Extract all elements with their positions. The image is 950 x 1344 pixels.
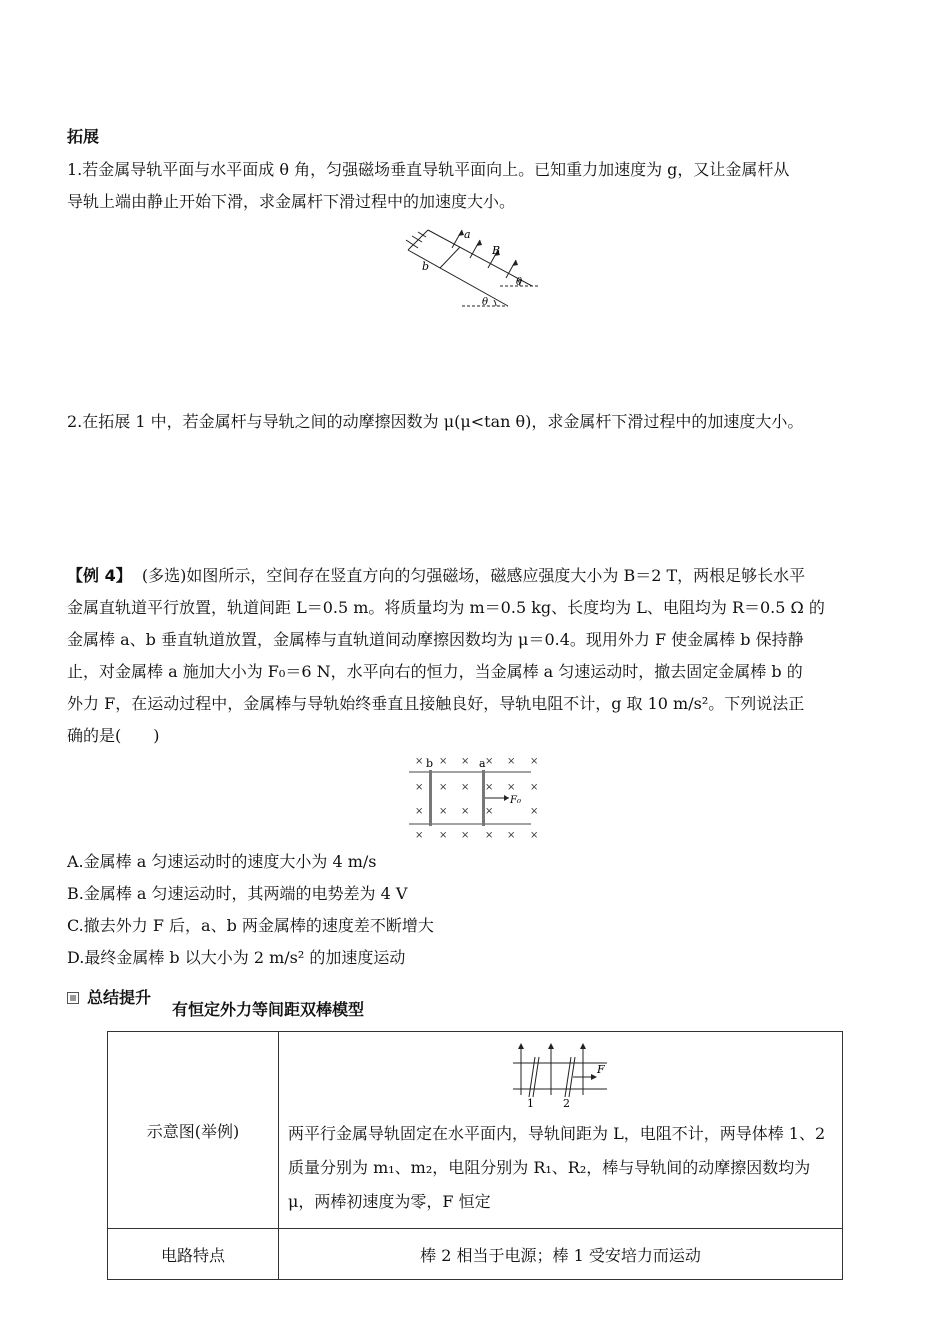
table-row	[108, 1032, 843, 1229]
svg-text:×: ×	[439, 756, 448, 767]
example4-line4: 止，对金属棒 a 施加大小为 F₀＝6 N，水平向右的恒力，当金属棒 a 匀速运动时，撤去固定金属棒 b 的	[67, 662, 803, 681]
svg-text:×: ×	[485, 806, 494, 817]
fig3-label-2: 2	[562, 1097, 570, 1107]
fig2-label-a: a	[479, 757, 486, 770]
svg-text:×: ×	[530, 782, 539, 793]
row1-text: 两平行金属导轨固定在水平面内，导轨间距为 L，电阻不计，两导体棒 1、2 质量分别为 m₁、m₂，电阻分别为 R₁、R₂，棒与导轨间的动摩擦因数均为 μ，两棒初速度为零，F 恒定	[288, 1124, 826, 1211]
summary-heading-row	[67, 982, 151, 1014]
svg-text:×: ×	[461, 782, 470, 793]
double-rod-figure	[511, 1037, 611, 1107]
svg-text:×: ×	[461, 756, 470, 767]
expand-q1-line1: 1.若金属导轨平面与水平面成 θ 角，匀强磁场垂直导轨平面向上。已知重力加速度为 g，又让金属杆从	[67, 160, 790, 179]
svg-text:×: ×	[530, 830, 539, 841]
rod-b	[429, 770, 432, 826]
row2-text: 棒 2 相当于电源；棒 1 受安培力而运动	[279, 1229, 843, 1280]
fig1-label-a: a	[464, 228, 471, 241]
fig1-theta-lower: θ	[482, 297, 489, 308]
expand-heading: 拓展	[67, 127, 100, 146]
table-row	[108, 1229, 843, 1280]
svg-text:×: ×	[439, 830, 448, 841]
summary-heading: 总结提升	[87, 988, 152, 1007]
example4-line3: 金属棒 a、b 垂直轨道放置，金属棒与直轨道间动摩擦因数均为 μ＝0.4。现用外力 F 使金属棒 b 保持静	[67, 630, 804, 649]
svg-text:×: ×	[485, 830, 494, 841]
expand-q2: 2.在拓展 1 中，若金属杆与导轨之间的动摩擦因数为 μ(μ<tan θ)，求金属杆下滑过程中的加速度大小。	[67, 412, 804, 431]
row2-label: 电路特点	[108, 1229, 279, 1280]
svg-text:×: ×	[507, 782, 516, 793]
option-c: C.撤去外力 F 后，a、b 两金属棒的速度差不断增大	[67, 916, 434, 935]
svg-text:×: ×	[415, 830, 424, 841]
svg-text:×: ×	[415, 806, 424, 817]
example4-line5: 外力 F，在运动过程中，金属棒与导轨始终垂直且接触良好，导轨电阻不计，g 取 10 m/s²。下列说法正	[67, 694, 805, 713]
svg-text:×: ×	[439, 782, 448, 793]
svg-text:×: ×	[485, 756, 494, 767]
option-b: B.金属棒 a 匀速运动时，其两端的电势差为 4 V	[67, 884, 408, 903]
fig2-label-b: b	[426, 757, 434, 770]
example4-tag: 【例 4】	[67, 566, 132, 585]
rod-a	[482, 770, 485, 826]
svg-text:×: ×	[415, 756, 424, 767]
fig3-label-1: 1	[526, 1097, 534, 1107]
summary-table	[107, 1031, 843, 1280]
svg-text:×: ×	[530, 806, 539, 817]
svg-text:×: ×	[530, 756, 539, 767]
row1-label: 示意图(举例)	[108, 1032, 279, 1229]
fig2-label-F0: F₀	[510, 795, 521, 806]
fig1-theta-upper: θ	[516, 277, 523, 288]
example4-line2: 金属直轨道平行放置，轨道间距 L＝0.5 m。将质量均为 m＝0.5 kg、长度均为 L、电阻均为 R＝0.5 Ω 的	[67, 598, 825, 617]
fig1-label-b: b	[422, 260, 430, 273]
svg-text:×: ×	[461, 806, 470, 817]
fig3-label-F: F	[596, 1063, 605, 1076]
svg-text:×: ×	[507, 830, 516, 841]
example4-line6: 确的是( )	[67, 726, 160, 745]
rail-field-figure	[405, 752, 545, 842]
fig1-label-B: B	[492, 244, 501, 257]
example4-line1: 【例 4】 (多选)如图所示，空间存在竖直方向的匀强磁场，磁感应强度大小为 B＝2 T，两根足够长水平	[67, 566, 806, 585]
model-title: 有恒定外力等间距双棒模型	[172, 1000, 365, 1019]
option-a: A.金属棒 a 匀速运动时的速度大小为 4 m/s	[67, 852, 377, 871]
svg-text:×: ×	[507, 756, 516, 767]
section-marker-icon	[67, 992, 79, 1004]
svg-text:×: ×	[461, 830, 470, 841]
option-d: D.最终金属棒 b 以大小为 2 m/s² 的加速度运动	[67, 948, 406, 967]
svg-text:×: ×	[485, 782, 494, 793]
expand-q1-line2: 导轨上端由静止开始下滑，求金属杆下滑过程中的加速度大小。	[67, 192, 516, 211]
svg-text:×: ×	[415, 782, 424, 793]
row1-content	[279, 1032, 843, 1229]
svg-text:×: ×	[439, 806, 448, 817]
inclined-rail-figure	[400, 218, 550, 310]
